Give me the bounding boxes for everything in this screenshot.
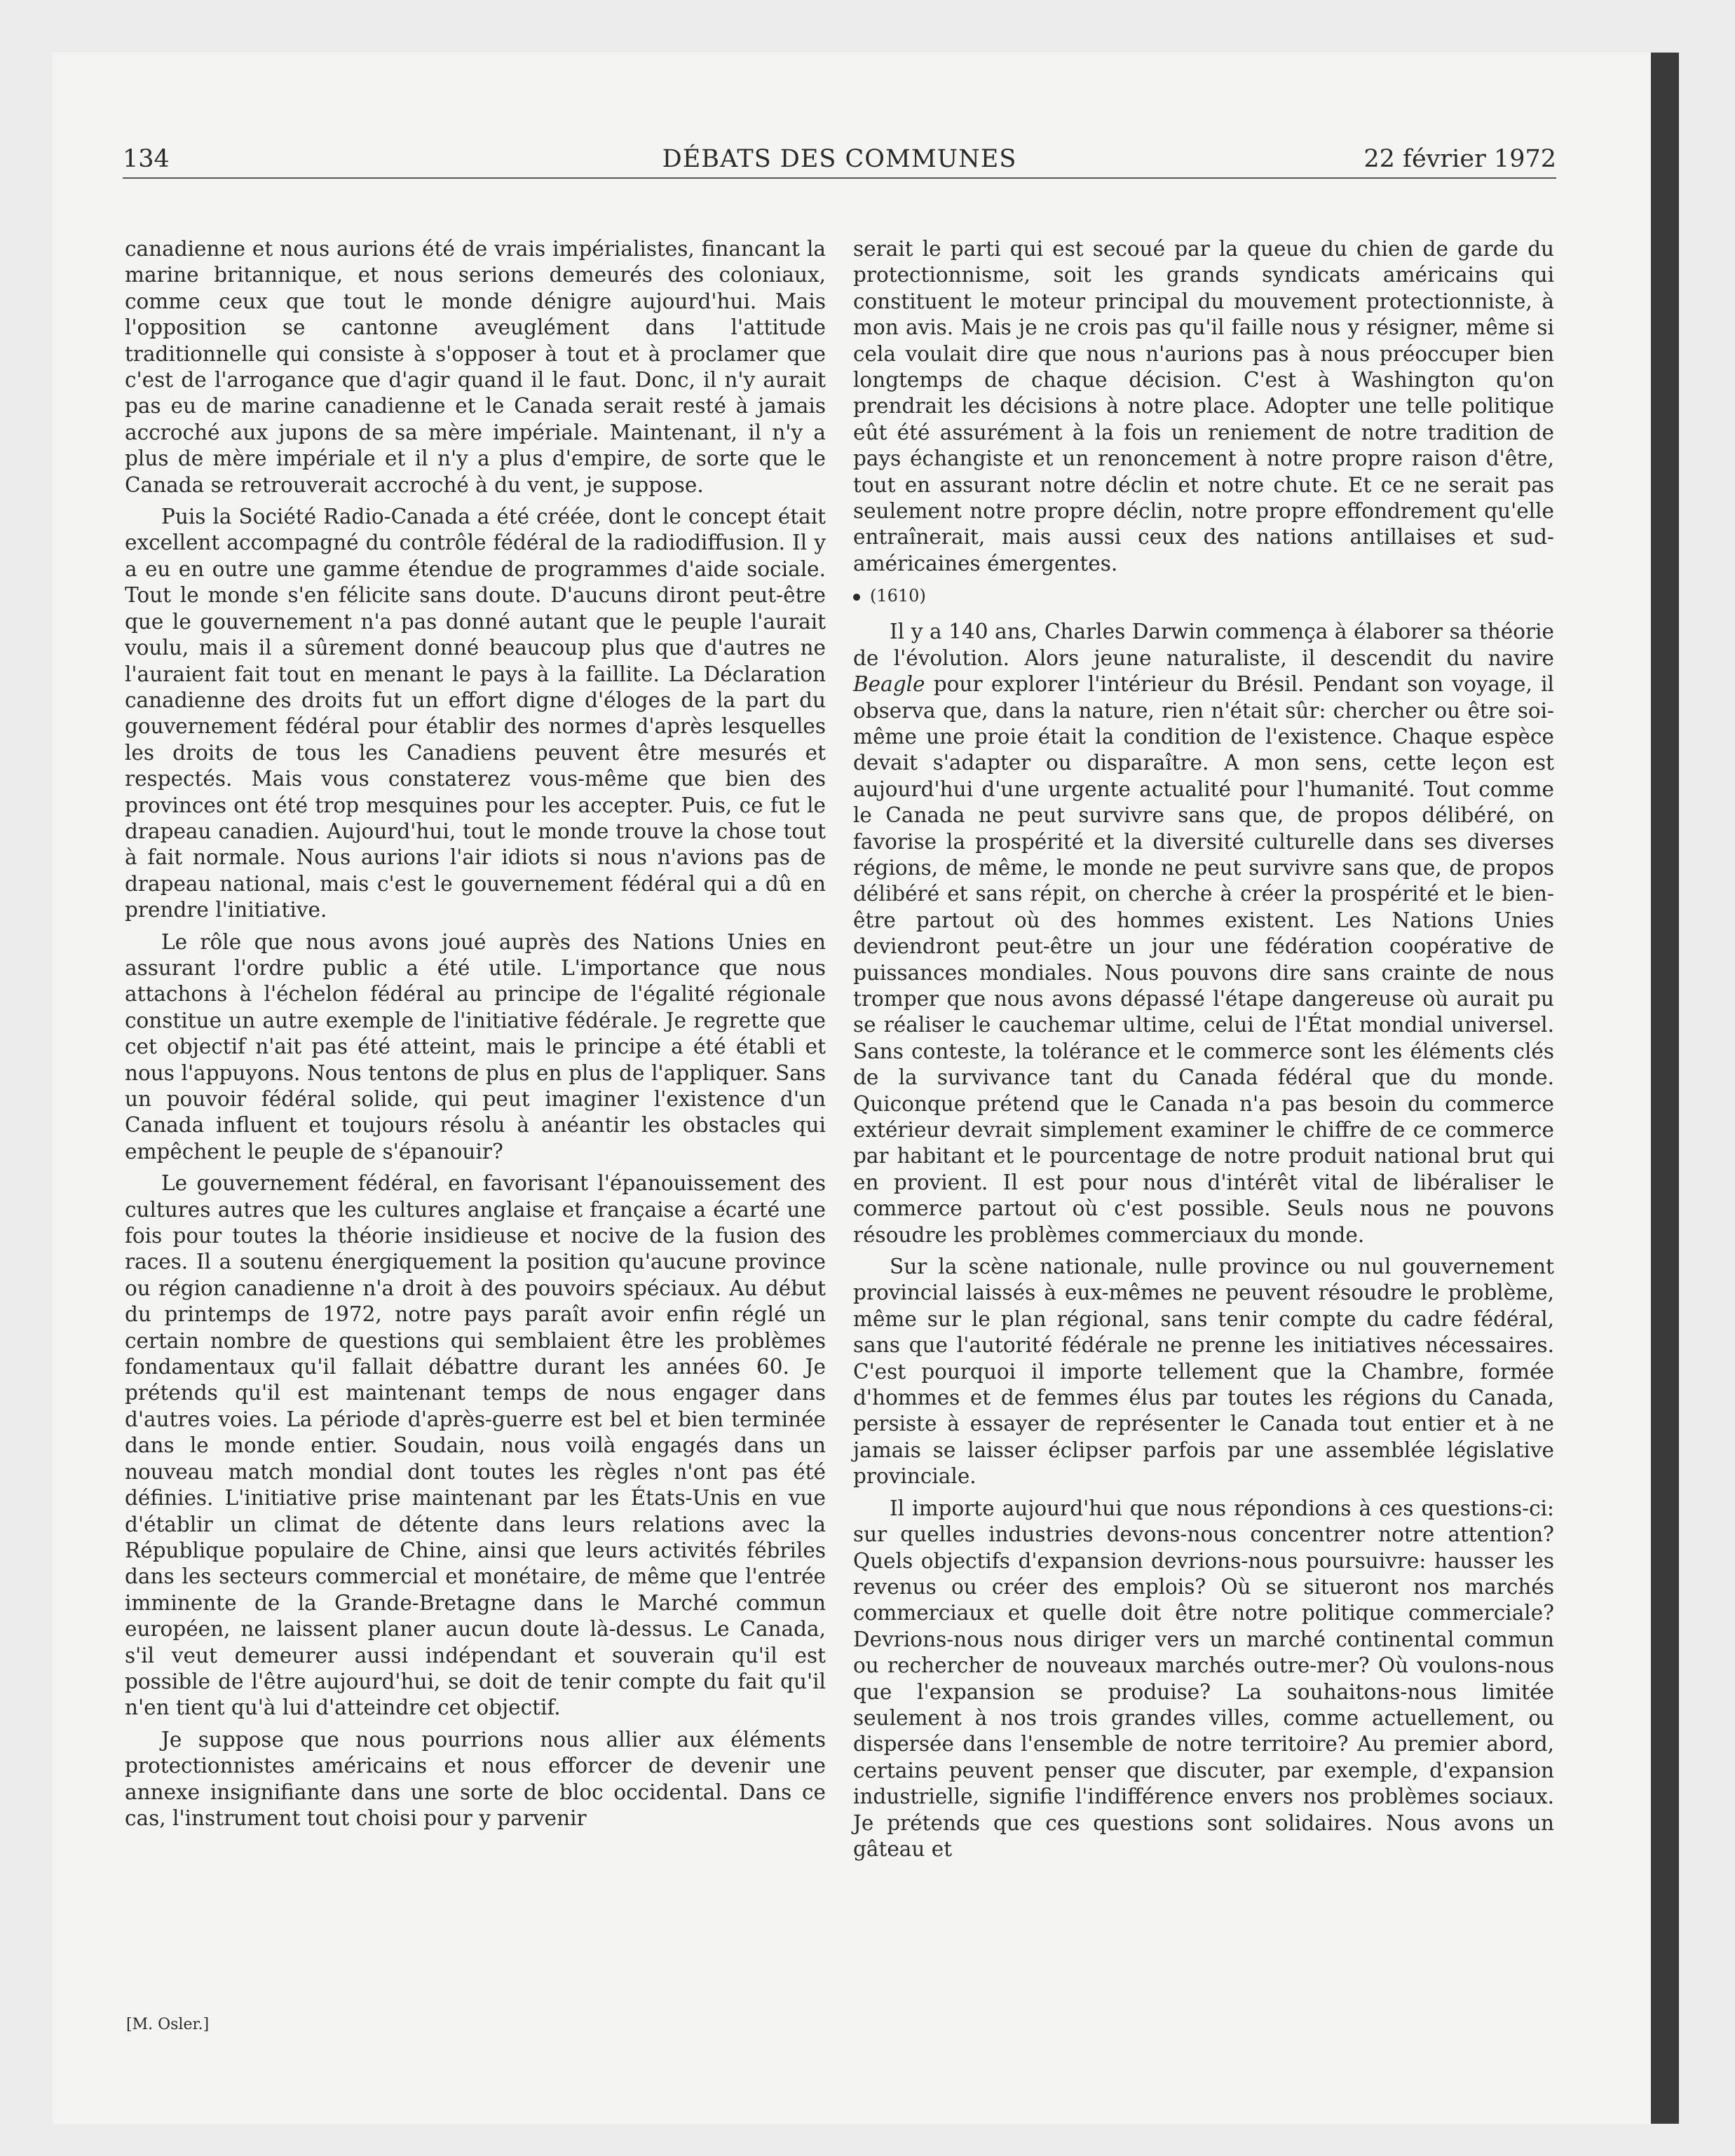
paragraph: Je suppose que nous pourrions nous allier aux éléments protectionnistes américains et nous efforcer de devenir une annexe insignifiante dans une sorte de bloc occidental. Dans ce cas, l'instrument tout choisi pour y parvenir <box>125 1727 826 1830</box>
paragraph: canadienne et nous aurions été de vrais impérialistes, financant la marine britannique, et nous serions demeurés des coloniaux, comme ceux que tout le monde dénigre aujourd'hui. Mais l'opposition se cantonne aveuglément dans l'attitude traditionnelle qui consiste à s'opposer à tout et à proclamer que c'est de l'arrogance que d'agir quand il le faut. Donc, il n'y aurait pas eu de marine canadienne et le Canada serait resté à jamais accroché aux jupons de sa mère impériale. Maintenant, il n'y a plus de mère impériale et il n'y a plus d'empire, de sorte que le Canada se retrouverait accroché à du vent, je suppose. <box>125 237 826 497</box>
text-run: pour explorer l'intérieur du Brésil. Pendant son voyage, il observa que, dans la nature, rien n'était sûr: chercher ou être soi-même une proie était la condition de l'existence. Chaque espèce devait s'adapter ou disparaître. A mon sens, cette leçon est aujourd'hui d'une urgente actualité pour l'humanité. Tout comme le Canada ne peut survivre sans que, de propos délibéré, on favorise la prospérité et la diversité culturelle dans ses diverses régions, de même, le monde ne peut survivre sans que, de propos délibéré et sans répit, on cherche à créer la prospérité et le bien-être partout où des hommes existent. Les Nations Unies deviendront peut-être un jour une fédération coopérative de puissances mondiales. Nous pouvons dire sans crainte de nous tromper que nous avons dépassé l'étape dangereuse où aurait pu se réaliser le cauchemar ultime, celui de l'État mondial universel. Sans conteste, la tolérance et le commerce sont les éléments clés de la survivance tant du Canada fédéral que du monde. Quiconque prétend que le Canada n'a pas besoin du commerce extérieur devrait simplement examiner le chiffre de ce commerce par habitant et le pourcentage de notre produit national brut qui en provient. Il est pour nous d'intérêt vital de libéraliser le commerce partout où c'est possible. Seuls nous ne pouvons résoudre les problèmes commerciaux du monde. <box>853 672 1554 1247</box>
paragraph: Sur la scène nationale, nulle province ou nul gouvernement provincial laissés à eux-mêmes ne peuvent résoudre le problème, même sur le plan régional, sans tenir compte du cadre fédéral, sans que l'autorité fédérale ne prenne les initiatives nécessaires. C'est pourquoi il importe tellement que la Chambre, formée d'hommes et de femmes élus par toutes les régions du Canada, persiste à essayer de représenter le Canada tout entier et à ne jamais se laisser éclipser parfois par une assemblée législative provinciale. <box>853 1255 1554 1489</box>
page-date: 22 février 1972 <box>1363 145 1556 173</box>
left-column <box>125 236 826 1831</box>
bullet-icon <box>853 594 860 601</box>
page-header <box>123 144 1556 179</box>
paragraph: Puis la Société Radio-Canada a été créée, dont le concept était excellent accompagné du contrôle fédéral de la radiodiffusion. Il y a eu en outre une gamme étendue de programmes d'aide sociale. Tout le monde s'en félicite sans doute. D'aucuns diront peut-être que le gouvernement n'a pas donné autant que le peuple l'aurait voulu, mais il a sûrement donné beaucoup plus que d'autres ne l'auraient fait tout en menant le pays à la faillite. La Déclaration canadienne des droits fut un effort digne d'éloges de la part du gouvernement fédéral pour établir des normes d'après lesquelles les droits de tous les Canadiens peuvent être mesurés et respectés. Mais vous constaterez vous-même que bien des provinces ont été trop mesquines pour les accepter. Puis, ce fut le drapeau canadien. Aujourd'hui, tout le monde trouve la chose tout à fait normale. Nous aurions l'air idiots si nous n'avions pas de drapeau national, mais c'est le gouvernement fédéral qui a dû en prendre l'initiative. <box>125 505 826 922</box>
page-number: 134 <box>123 145 170 173</box>
ship-name: Beagle <box>853 672 925 697</box>
text-run: Il y a 140 ans, Charles Darwin commença à élaborer sa théorie de l'évolution. Alors jeune naturaliste, il descendit du navire <box>853 620 1554 670</box>
paragraph-darwin <box>853 619 1554 1248</box>
paragraph: Le gouvernement fédéral, en favorisant l'épanouissement des cultures autres que les cultures anglaise et française a écarté une fois pour toutes la théorie insidieuse et nocive de la fusion des races. Il a soutenu énergiquement la position qu'aucune province ou région canadienne n'a droit à des pouvoirs spéciaux. Au début du printemps de 1972, notre pays paraît avoir enfin réglé un certain nombre de questions qui semblaient être les problèmes fondamentaux qu'il fallait débattre durant les années 60. Je prétends qu'il est maintenant temps de nous engager dans d'autres voies. La période d'après-guerre est bel et bien terminée dans le monde entier. Soudain, nous voilà engagés dans un nouveau match mondial dont toutes les règles n'ont pas été définies. L'initiative prise maintenant par les États-Unis en vue d'établir un climat de détente dans leurs relations avec la République populaire de Chine, ainsi que leurs activités fébriles dans les secteurs commercial et monétaire, de même que l'entrée imminente de la Grande-Bretagne dans le Marché commun européen, ne laissent planer aucun doute là-dessus. Le Canada, s'il veut demeurer aussi indépendant et souverain qu'il est possible de l'être aujourd'hui, se doit de tenir compte du fait qu'il n'en tient qu'à lui d'atteindre cet objectif. <box>125 1171 826 1720</box>
speaker-attribution: [M. Osler.] <box>126 2016 210 2033</box>
paragraph: Il importe aujourd'hui que nous répondions à ces questions-ci: sur quelles industries devons-nous concentrer notre attention? Quels objectifs d'expansion devrions-nous poursuivre: hausser les revenus ou créer des emplois? Où se situeront nos marchés commerciaux et quelle doit être notre politique commerciale? Devrions-nous nous diriger vers un marché continental commun ou rechercher de nouveaux marchés outre-mer? Où voulons-nous que l'expansion se produise? La souhaitons-nous limitée seulement à nos trois grandes villes, comme actuellement, ou dispersée dans l'ensemble de notre territoire? Au premier abord, certains peuvent penser que discuter, par exemple, d'expansion industrielle, signifie l'indifférence envers nos problèmes sociaux. Je prétends que ces questions sont solidaires. Nous avons un gâteau et <box>853 1496 1554 1861</box>
scan-edge-bar <box>1651 53 1679 2124</box>
right-column <box>853 236 1554 1862</box>
publication-title: DÉBATS DES COMMUNES <box>662 145 1017 173</box>
time-marker-text: (1610) <box>870 586 926 606</box>
paragraph: serait le parti qui est secoué par la queue du chien de garde du protectionnisme, soit les grands syndicats américains qui constituent le moteur principal du mouvement protectionniste, à mon avis. Mais je ne crois pas qu'il faille nous y résigner, même si cela voulait dire que nous n'aurions pas à nous préoccuper bien longtemps de chaque décision. C'est à Washington qu'on prendrait les décisions à notre place. Adopter une telle politique eût été assurément à la fois un reniement de notre tradition de pays échangiste et un renoncement à notre propre raison d'être, tout en assurant notre déclin et notre chute. Et ce ne serait pas seulement notre propre déclin, notre propre effondrement qu'elle entraînerait, mais aussi ceux des nations antillaises et sud-américaines émergentes. <box>853 237 1554 575</box>
time-marker <box>853 585 1554 606</box>
paragraph: Le rôle que nous avons joué auprès des Nations Unies en assurant l'ordre public a été utile. L'importance que nous attachons à l'échelon fédéral au principe de l'égalité régionale constitue un autre exemple de l'initiative fédérale. Je regrette que cet objectif n'ait pas été atteint, mais le principe a été établi et nous l'appuyons. Nous tentons de plus en plus de l'appliquer. Sans un pouvoir fédéral solide, qui peut imaginer l'existence d'un Canada influent et toujours résolu à anéantir les obstacles qui empêchent le peuple de s'épanouir? <box>125 929 826 1164</box>
